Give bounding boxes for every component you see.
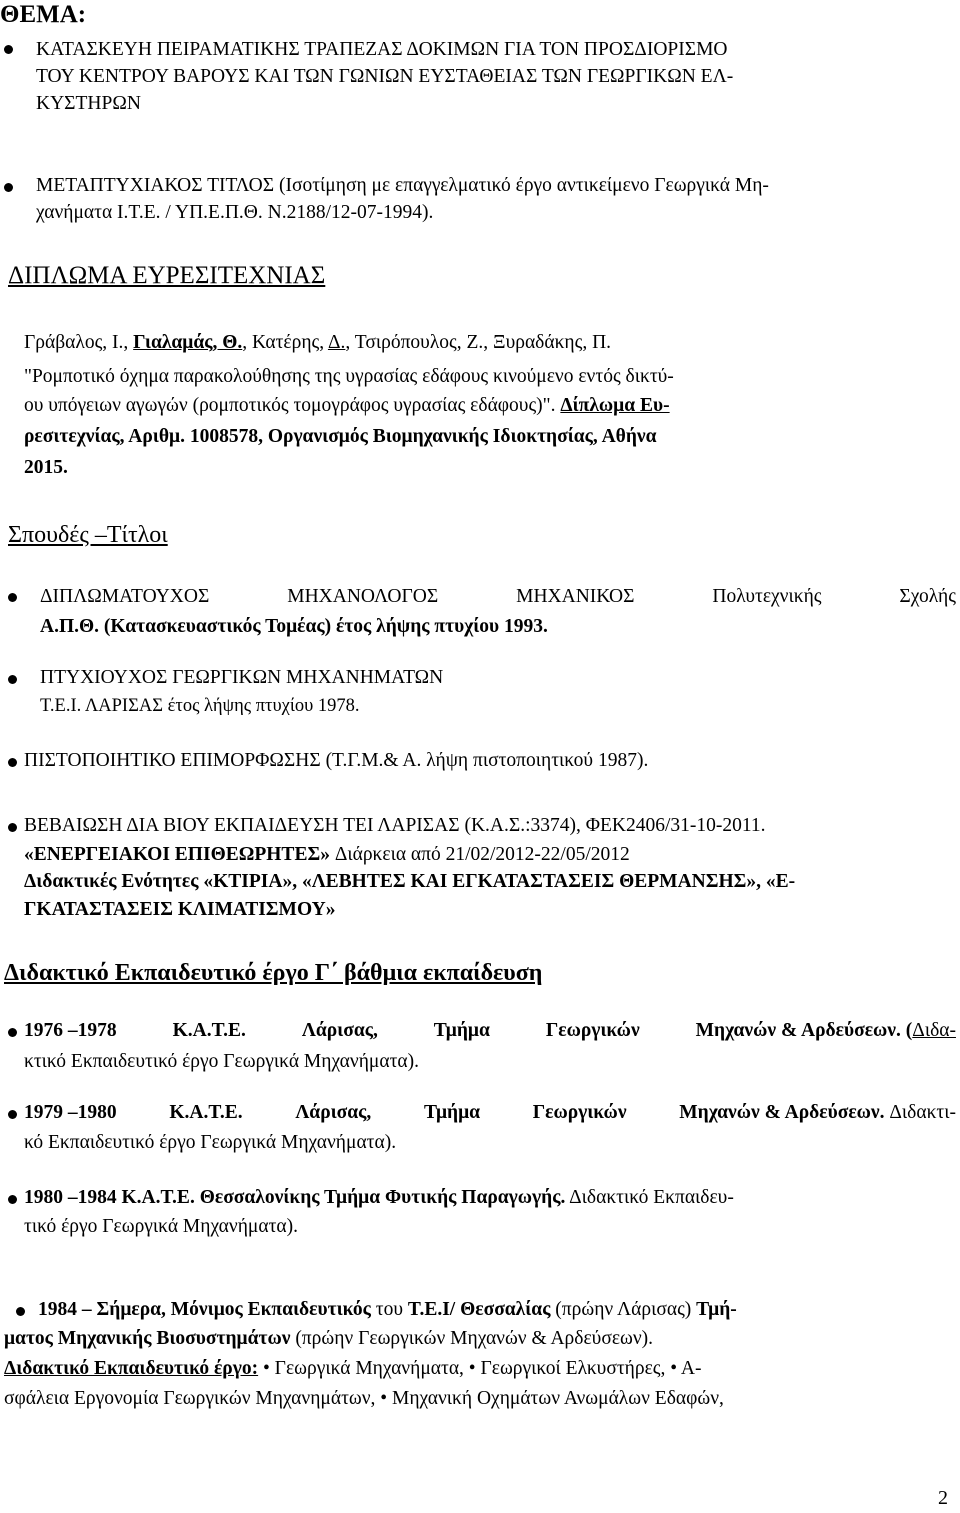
degree-line-2: Τ.Ε.Ι. ΛΑΡΙΣΑΣ έτος λήψης πτυχίου 1978.	[40, 696, 360, 716]
entry-3-desc: Διδακτικό Εκπαιδευ-	[569, 1187, 734, 1208]
teaching-entry-2-line-2: κό Εκπαιδευτικό έργο Γεωργικά Μηχανήματα).	[24, 1132, 397, 1153]
patent-line-3a: ου υπόγειων αγωγών (ρομποτικός τομογράφος υγρασίας εδάφους)".	[24, 395, 561, 416]
patent-line-3b: Δίπλωμα Ευ-	[560, 395, 670, 416]
bullet-icon	[8, 1028, 17, 1037]
entry-4-e: Τμή-	[696, 1299, 737, 1320]
teaching-entry-4-line-3	[4, 1359, 701, 1379]
patent-authors-a: Γράβαλος, Ι.,	[24, 332, 134, 353]
entry-dept: Τμήμα	[423, 1102, 481, 1123]
entry-4-d: (πρώην Λάρισας)	[550, 1299, 697, 1320]
entry-dept: Γεωργικών	[532, 1102, 627, 1123]
bullet-icon	[4, 183, 13, 192]
patent-line-4: ρεσιτεχνίας, Αριθμ. 1008578, Οργανισμός Βιομηχανικής Ιδιοκτησίας, Αθήνα	[24, 426, 657, 447]
bullet-icon	[8, 1110, 17, 1119]
diploma-word: ΜΗΧΑΝΙΚΟΣ	[516, 586, 635, 607]
entry-4-dept: ματος Μηχανικής Βιοσυστημάτων	[4, 1328, 291, 1349]
bullet-icon	[8, 593, 17, 602]
energy-title: «ΕΝΕΡΓΕΙΑΚΟΙ ΕΠΙΘΕΩΡΗΤΕΣ»	[24, 844, 335, 865]
energy-line	[24, 845, 630, 865]
entry-4-a: 1984 – Σήμερα, Μόνιμος Εκπαιδευτικός	[38, 1299, 371, 1320]
theme-heading: ΘΕΜΑ:	[0, 1, 87, 28]
entry-4-work-label: Διδακτικό Εκπαιδευτικό έργο:	[4, 1358, 259, 1379]
entry-dept: Γεωργικών	[545, 1020, 640, 1041]
entry-4-work-list: • Γεωργικά Μηχανήματα, • Γεωργικοί Ελκυστήρες, • Α-	[258, 1358, 702, 1379]
entry-school: Κ.Α.Τ.Ε.	[169, 1102, 243, 1123]
teaching-entry-1-line-2: κτικό Εκπαιδευτικό έργο Γεωργικά Μηχανήματα).	[24, 1051, 419, 1072]
patent-line-5: 2015.	[24, 457, 68, 478]
entry-desc: Διδακτι-	[889, 1102, 956, 1123]
diploma-line-1	[40, 587, 956, 607]
entry-4-c: Τ.Ε.Ι/ Θεσσαλίας	[407, 1299, 551, 1320]
thesis-line-1: ΚΑΤΑΣΚΕΥΗ ΠΕΙΡΑΜΑΤΙΚΗΣ ΤΡΑΠΕΖΑΣ ΔΟΚΙΜΩΝ ΓΙΑ ΤΟΝ ΠΡΟΣΔΙΟΡΙΣΜΟ	[36, 39, 728, 60]
entry-4-b: του	[370, 1299, 408, 1320]
bullet-icon	[8, 758, 17, 767]
masters-line-2: χανήματα Ι.Τ.Ε. / ΥΠ.Ε.Π.Θ. Ν.2188/12-07-1994).	[36, 202, 434, 223]
bullet-icon	[4, 45, 13, 54]
patent-authors-b: Γιαλαμάς, Θ.	[133, 332, 243, 353]
patent-line-3	[24, 396, 670, 416]
entry-dept: Τμήμα	[433, 1020, 490, 1041]
entry-dept: Μηχανών & Αρδεύσεων. (	[695, 1020, 913, 1041]
energy-duration: Διάρκεια από 21/02/2012-22/05/2012	[334, 844, 630, 865]
diploma-word: ΜΗΧΑΝΟΛΟΓΟΣ	[287, 586, 439, 607]
thesis-line-2: ΤΟΥ ΚΕΝΤΡΟΥ ΒΑΡΟΥΣ ΚΑΙ ΤΩΝ ΓΩΝΙΩΝ ΕΥΣΤΑΘΕΙΑΣ ΤΩΝ ΓΕΩΡΓΙΚΩΝ ΕΛ-	[36, 66, 734, 87]
units-line-1: Διδακτικές Ενότητες «ΚΤΙΡΙΑ», «ΛΕΒΗΤΕΣ ΚΑΙ ΕΓΚΑΤΑΣΤΑΣΕΙΣ ΘΕΡΜΑΝΣΗΣ», «Ε-	[24, 871, 796, 892]
teaching-heading: Διδακτικό Εκπαιδευτικό έργο Γ΄ βάθμια εκπαίδευση	[4, 960, 543, 986]
entry-school: Κ.Α.Τ.Ε.	[172, 1020, 246, 1041]
page-number: 2	[938, 1487, 948, 1509]
teaching-entry-4	[38, 1300, 737, 1320]
diploma-word: Σχολής	[899, 586, 956, 607]
studies-heading: Σπουδές –Τίτλοι	[8, 522, 168, 548]
bullet-icon	[8, 675, 17, 684]
entry-4-former: (πρώην Γεωργικών Μηχανών & Αρδεύσεων).	[290, 1328, 654, 1349]
teaching-entry-3-line-2: τικό έργο Γεωργικά Μηχανήματα).	[24, 1216, 298, 1237]
masters-line-1: ΜΕΤΑΠΤΥΧΙΑΚΟΣ ΤΙΤΛΟΣ (Ισοτίμηση με επαγγελματικό έργο αντικείμενο Γεωργικά Μη-	[36, 175, 769, 196]
patent-heading: ΔΙΠΛΩΜΑ ΕΥΡΕΣΙΤΕΧΝΙΑΣ	[8, 262, 326, 289]
teaching-entry-3	[24, 1188, 734, 1208]
bullet-icon	[16, 1307, 25, 1316]
entry-years: 1976 –1978	[24, 1020, 117, 1041]
entry-dept: Μηχανών & Αρδεύσεων.	[679, 1102, 885, 1123]
certificate-line: ΠΙΣΤΟΠΟΙΗΤΙΚΟ ΕΠΙΜΟΡΦΩΣΗΣ (Τ.Γ.Μ.& Α. λήψη πιστοποιητικού 1987).	[24, 750, 649, 771]
units-line-2: ΓΚΑΤΑΣΤΑΣΕΙΣ ΚΛΙΜΑΤΙΣΜΟΥ»	[24, 899, 336, 920]
bullet-icon	[8, 823, 17, 832]
teaching-entry-4-line-2	[4, 1329, 653, 1349]
degree-line-1: ΠΤΥΧΙΟΥΧΟΣ ΓΕΩΡΓΙΚΩΝ ΜΗΧΑΝΗΜΑΤΩΝ	[40, 667, 444, 688]
teaching-entry-4-line-4: σφάλεια Εργονομία Γεωργικών Μηχανημάτων, • Μηχανική Οχημάτων Ανωμάλων Εδαφών,	[4, 1388, 724, 1409]
entry-city: Λάρισας,	[295, 1102, 372, 1123]
patent-authors-e: , Τσιρόπουλος, Ζ., Ξυραδάκης, Π.	[345, 332, 612, 353]
lifelong-line: ΒΕΒΑΙΩΣΗ ΔΙΑ ΒΙΟΥ ΕΚΠΑΙΔΕΥΣΗ ΤΕΙ ΛΑΡΙΣΑΣ (Κ.Α.Σ.:3374), ΦΕΚ2406/31-10-2011.	[24, 815, 766, 836]
patent-authors	[24, 333, 611, 353]
bullet-icon	[8, 1195, 17, 1204]
entry-3-main: 1980 –1984 Κ.Α.Τ.Ε. Θεσσαλονίκης Τμήμα Φυτικής Παραγωγής.	[24, 1187, 566, 1208]
entry-city: Λάρισας,	[301, 1020, 378, 1041]
teaching-entry-2	[24, 1103, 956, 1123]
diploma-word: ΔΙΠΛΩΜΑΤΟΥΧΟΣ	[40, 586, 210, 607]
entry-years: 1979 –1980	[24, 1102, 117, 1123]
diploma-word: Πολυτεχνικής	[712, 586, 822, 607]
patent-line-2: "Ρομποτικό όχημα παρακολούθησης της υγρασίας εδάφους κινούμενο εντός δικτύ-	[24, 366, 674, 387]
diploma-line-2: Α.Π.Θ. (Κατασκευαστικός Τομέας) έτος λήψης πτυχίου 1993.	[40, 616, 548, 637]
thesis-line-3: ΚΥΣΤΗΡΩΝ	[36, 93, 141, 114]
patent-authors-d: Δ.	[327, 332, 346, 353]
teaching-entry-1	[24, 1021, 956, 1041]
patent-authors-c: , Κατέρης,	[242, 332, 328, 353]
entry-desc: Διδα-	[912, 1020, 956, 1041]
